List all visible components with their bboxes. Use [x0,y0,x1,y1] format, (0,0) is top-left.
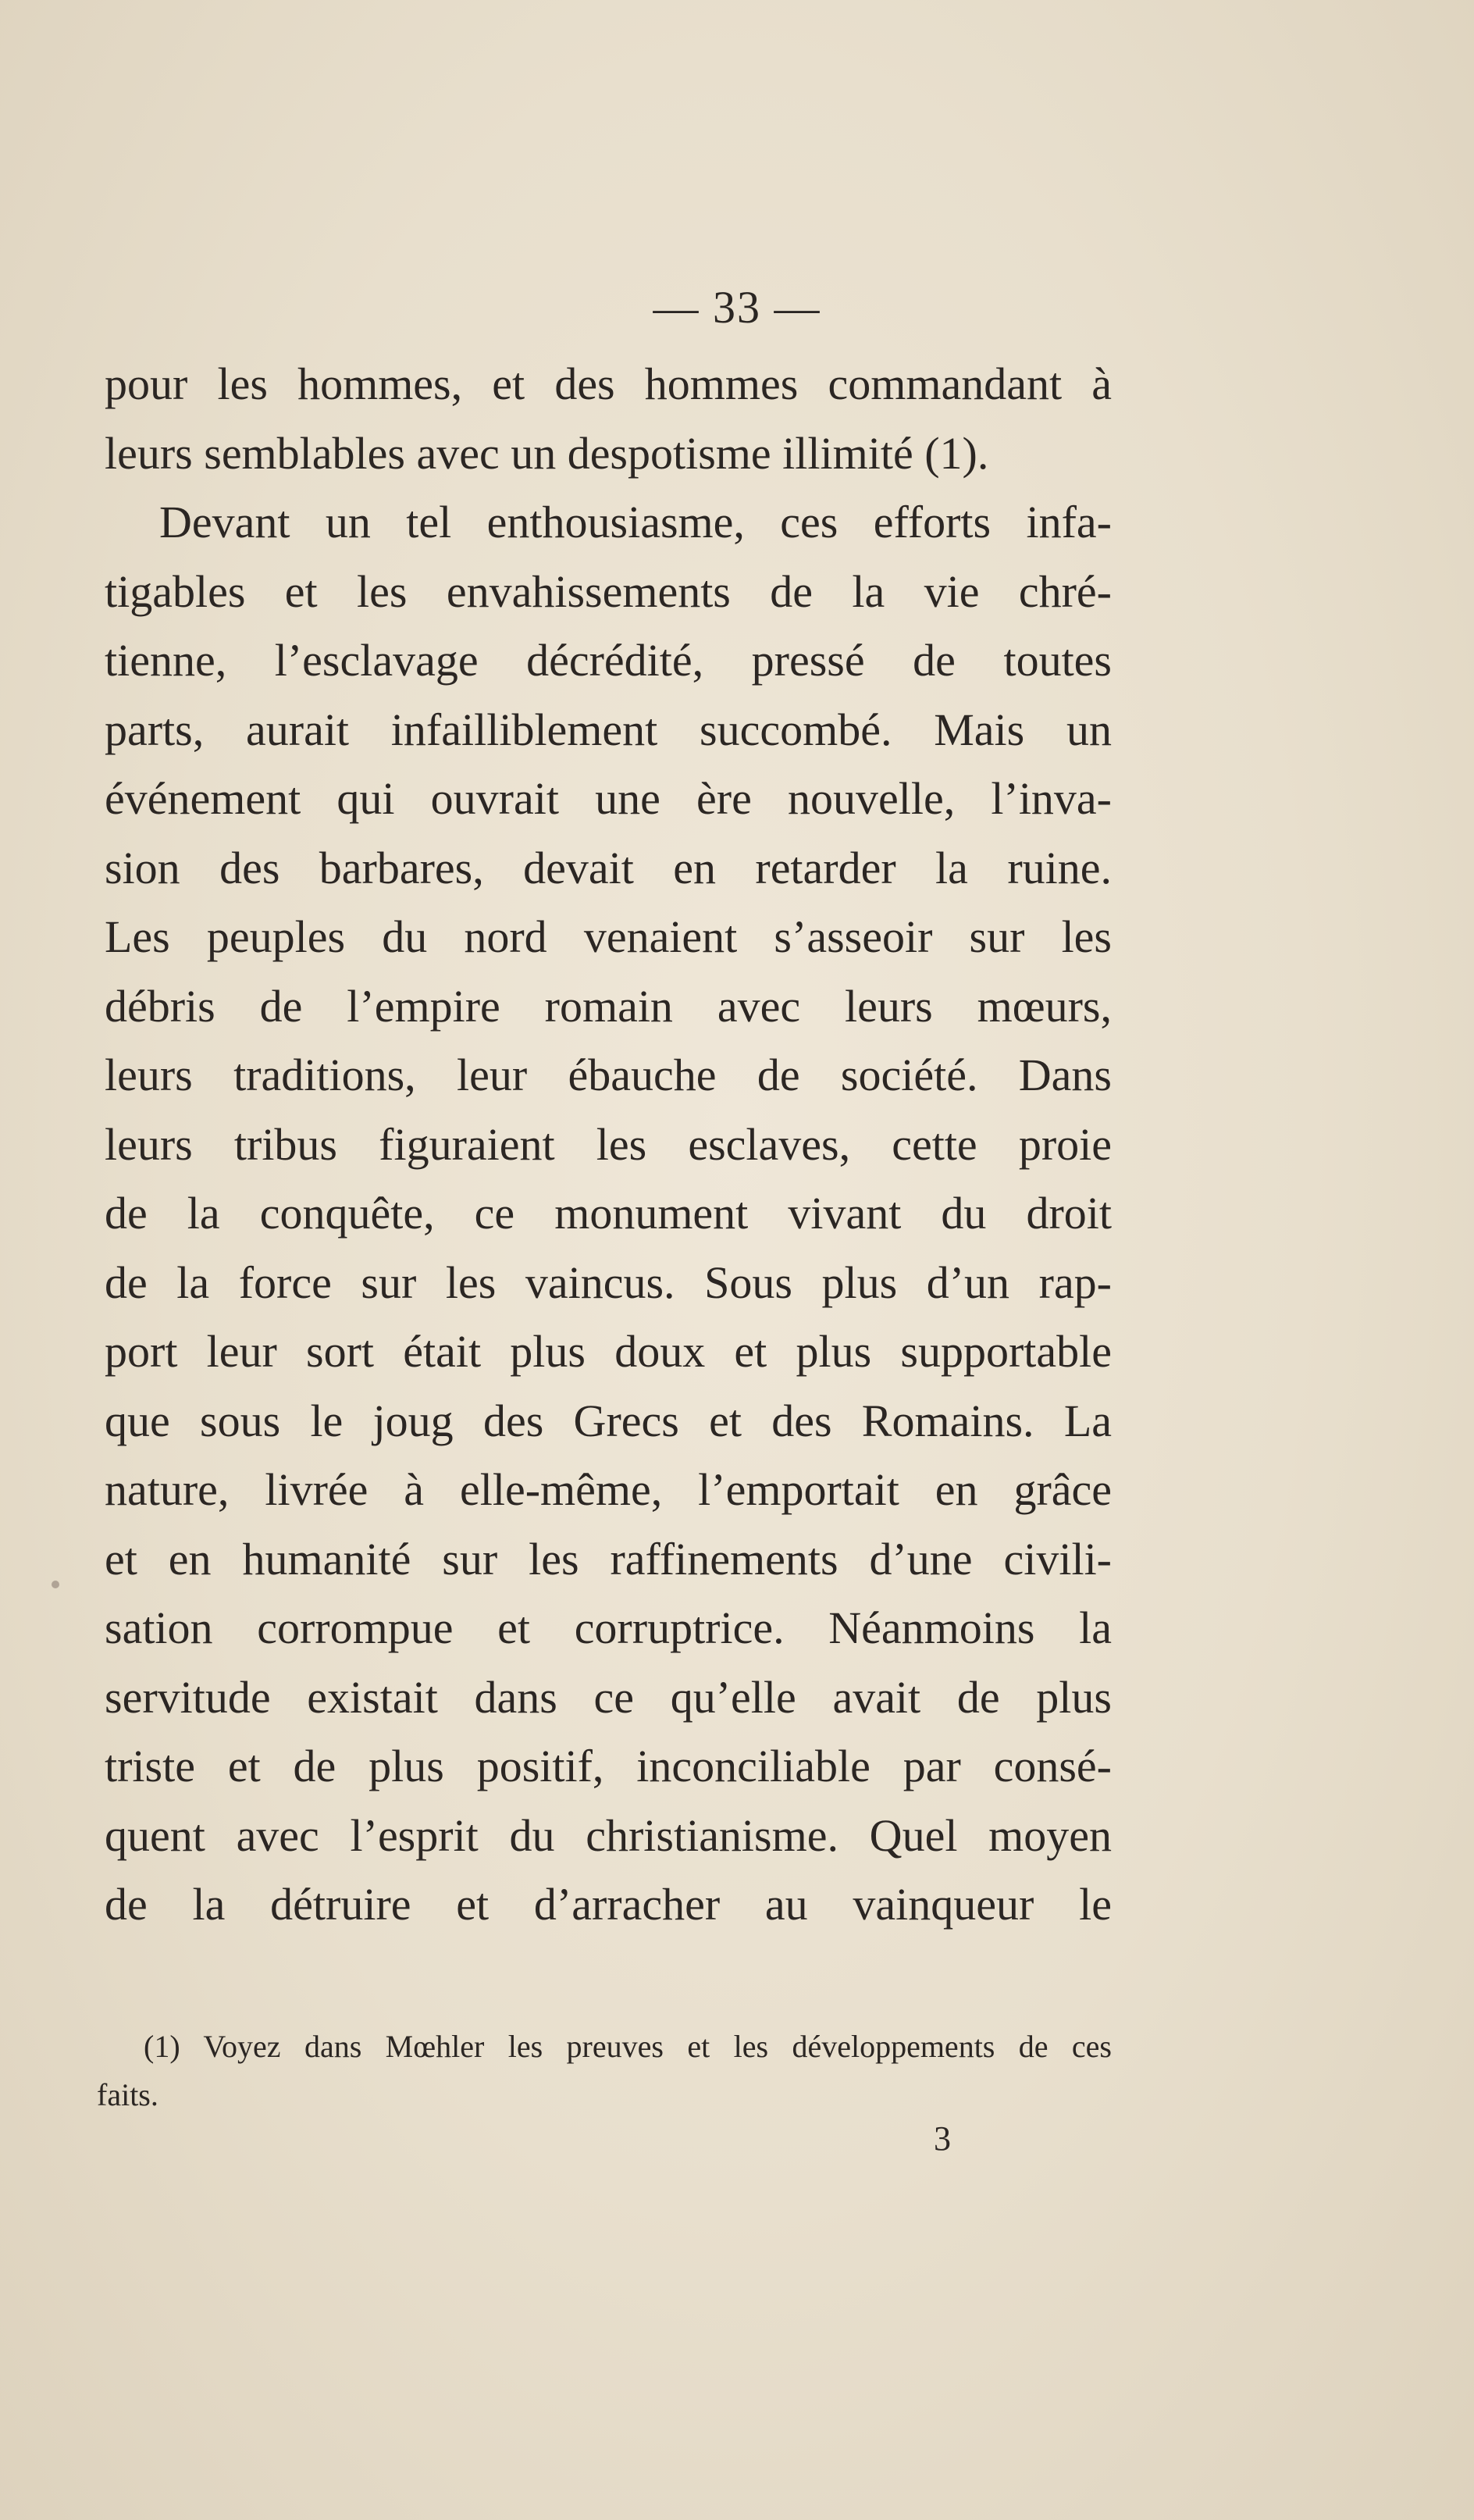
text-line: leurs semblables avec un despotisme illimité (1). [105,427,989,479]
body-text [105,350,1112,1940]
footnote-line: faits. [97,2077,158,2112]
text-line: événement qui ouvrait une ère nouvelle, l’inva- [105,773,1112,824]
text-line: triste et de plus positif, inconciliable par consé- [105,1741,1112,1791]
text-line: quent avec l’esprit du christianisme. Quel moyen [105,1809,1112,1861]
text-line: de la détruire et d’arracher au vainqueur le [105,1879,1112,1930]
footnote [97,2023,1112,2119]
text-line: de la force sur les vaincus. Sous plus d’un rap- [105,1256,1112,1308]
text-line: servitude existait dans ce qu’elle avait de plus [105,1671,1112,1723]
text-line: port leur sort était plus doux et plus supportable [105,1326,1112,1377]
text-line: nature, livrée à elle-même, l’emportait en grâce [105,1464,1112,1515]
signature-mark: 3 [934,2119,951,2158]
text-line: leurs tribus figuraient les esclaves, cette proie [105,1118,1112,1170]
text-line: tienne, l’esclavage décrédité, pressé de toutes [105,635,1112,686]
text-line: et en humanité sur les raffinements d’une civili- [105,1533,1112,1584]
page-number: — 33 — [653,282,821,333]
text-line: de la conquête, ce monument vivant du droit [105,1188,1112,1239]
text-line: leurs traditions, leur ébauche de société. Dans [105,1050,1112,1100]
ink-speck [52,1581,59,1588]
footnote-line: (1) Voyez dans Mœhler les preuves et les développements de ces [144,2029,1112,2064]
text-line: pour les hommes, et des hommes commandant à [105,358,1112,409]
text-line: sation corrompue et corruptrice. Néanmoins la [105,1602,1112,1653]
text-line: Devant un tel enthousiasme, ces efforts infa- [159,497,1112,547]
text-line: tigables et les envahissements de la vie chré- [105,565,1112,617]
text-line: sion des barbares, devait en retarder la ruine. [105,842,1112,893]
text-line: parts, aurait infailliblement succombé. Mais un [105,704,1112,755]
text-line: débris de l’empire romain avec leurs mœurs, [105,980,1112,1032]
text-line: Les peuples du nord venaient s’asseoir sur les [105,911,1112,962]
text-line: que sous le joug des Grecs et des Romains. La [105,1395,1112,1446]
